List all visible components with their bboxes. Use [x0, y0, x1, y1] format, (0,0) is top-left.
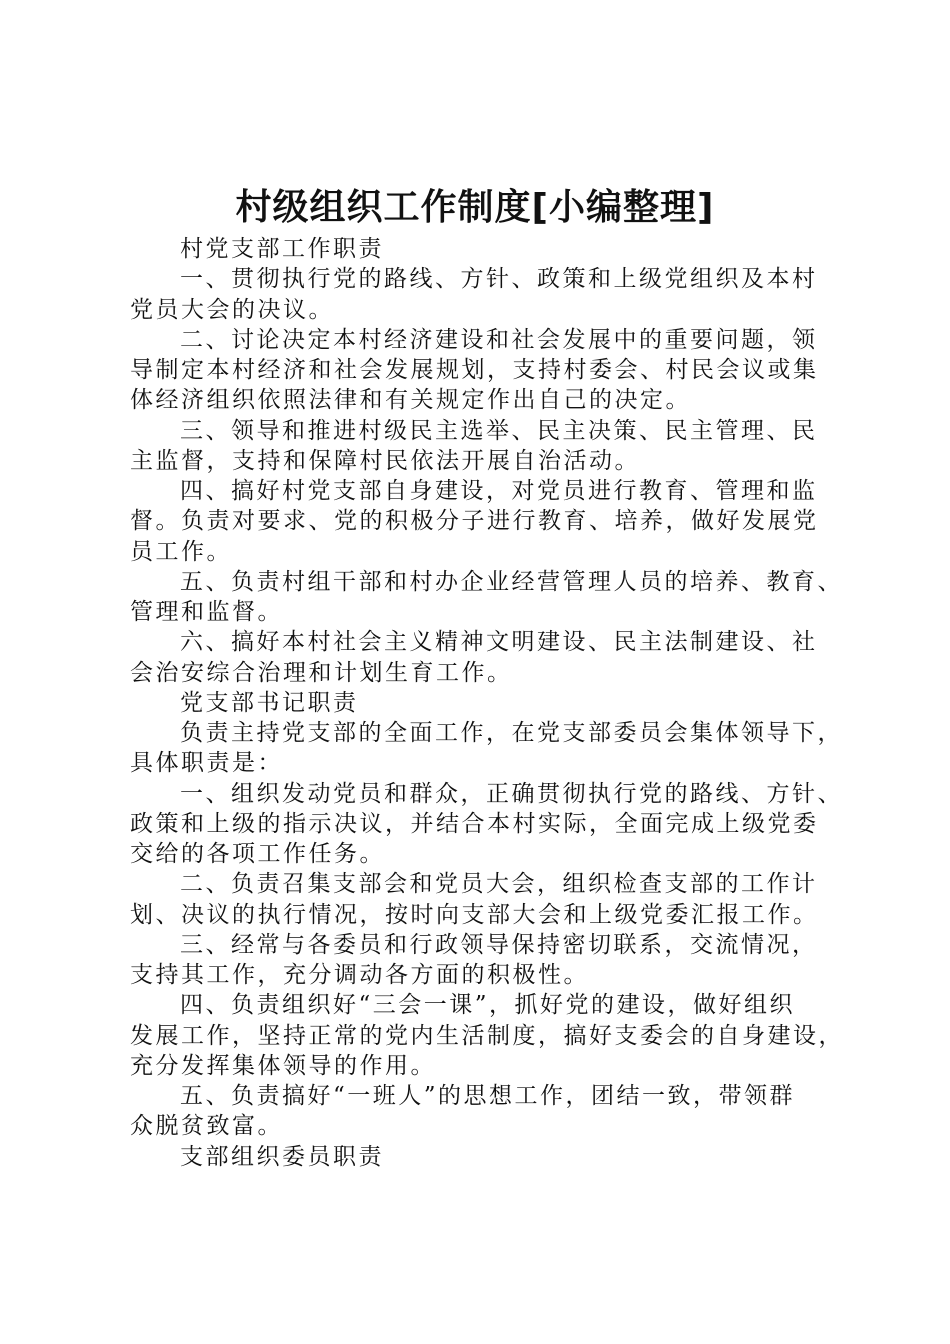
- paragraph-line: 发展工作，坚持正常的党内生活制度，搞好支委会的自身建设，: [130, 1022, 844, 1049]
- document-title: 村级组织工作制度[小编整理]: [235, 187, 715, 228]
- paragraph-line: 二、负责召集支部会和党员大会，组织检查支部的工作计: [180, 871, 818, 898]
- paragraph-line: 四、负责组织好“三会一课”，抓好党的建设，做好组织: [180, 992, 796, 1019]
- paragraph-line: 政策和上级的指示决议，并结合本村实际，全面完成上级党委: [130, 810, 819, 837]
- paragraph-line: 六、搞好本村社会主义精神文明建设、民主法制建设、社: [180, 629, 818, 656]
- paragraph-line: 主监督，支持和保障村民依法开展自治活动。: [130, 447, 640, 474]
- paragraph-line: 会治安综合治理和计划生育工作。: [130, 659, 513, 686]
- paragraph-line: 体经济组织依照法律和有关规定作出自己的决定。: [130, 387, 691, 414]
- paragraph-line: 五、负责搞好“一班人”的思想工作，团结一致，带领群: [180, 1083, 796, 1109]
- section-heading-organization-duties: 支部组织委员职责: [180, 1143, 384, 1170]
- paragraph-line: 负责主持党支部的全面工作，在党支部委员会集体领导下，: [180, 720, 843, 746]
- paragraph-line: 三、经常与各委员和行政领导保持密切联系，交流情况，: [180, 931, 818, 958]
- paragraph-line: 交给的各项工作任务。: [130, 841, 385, 867]
- section-heading-secretary-duties: 党支部书记职责: [180, 689, 359, 716]
- section-heading-branch-duties: 村党支部工作职责: [180, 236, 384, 262]
- paragraph-line: 党员大会的决议。: [130, 296, 334, 323]
- paragraph-line: 众脱贫致富。: [130, 1113, 283, 1140]
- paragraph-line: 具体职责是：: [130, 750, 283, 777]
- paragraph-line: 导制定本村经济和社会发展规划，支持村委会、村民会议或集: [130, 357, 819, 383]
- document-body: [130, 234, 844, 1172]
- paragraph-line: 二、讨论决定本村经济建设和社会发展中的重要问题，领: [180, 326, 818, 353]
- paragraph-line: 一、贯彻执行党的路线、方针、政策和上级党组织及本村: [180, 266, 818, 293]
- paragraph-line: 四、搞好村党支部自身建设，对党员进行教育、管理和监: [180, 478, 818, 504]
- paragraph-line: 一、组织发动党员和群众，正确贯彻执行党的路线、方针、: [180, 780, 843, 807]
- paragraph-line: 督。负责对要求、党的积极分子进行教育、培养，做好发展党: [130, 508, 819, 535]
- paragraph-line: 三、领导和推进村级民主选举、民主决策、民主管理、民: [180, 417, 818, 444]
- paragraph-line: 划、决议的执行情况，按时向支部大会和上级党委汇报工作。: [130, 901, 819, 928]
- paragraph-line: 管理和监督。: [130, 599, 283, 625]
- paragraph-line: 员工作。: [130, 538, 232, 565]
- paragraph-line: 充分发挥集体领导的作用。: [130, 1052, 436, 1079]
- paragraph-line: 五、负责村组干部和村办企业经营管理人员的培养、教育、: [180, 568, 843, 595]
- paragraph-line: 支持其工作，充分调动各方面的积极性。: [130, 962, 589, 988]
